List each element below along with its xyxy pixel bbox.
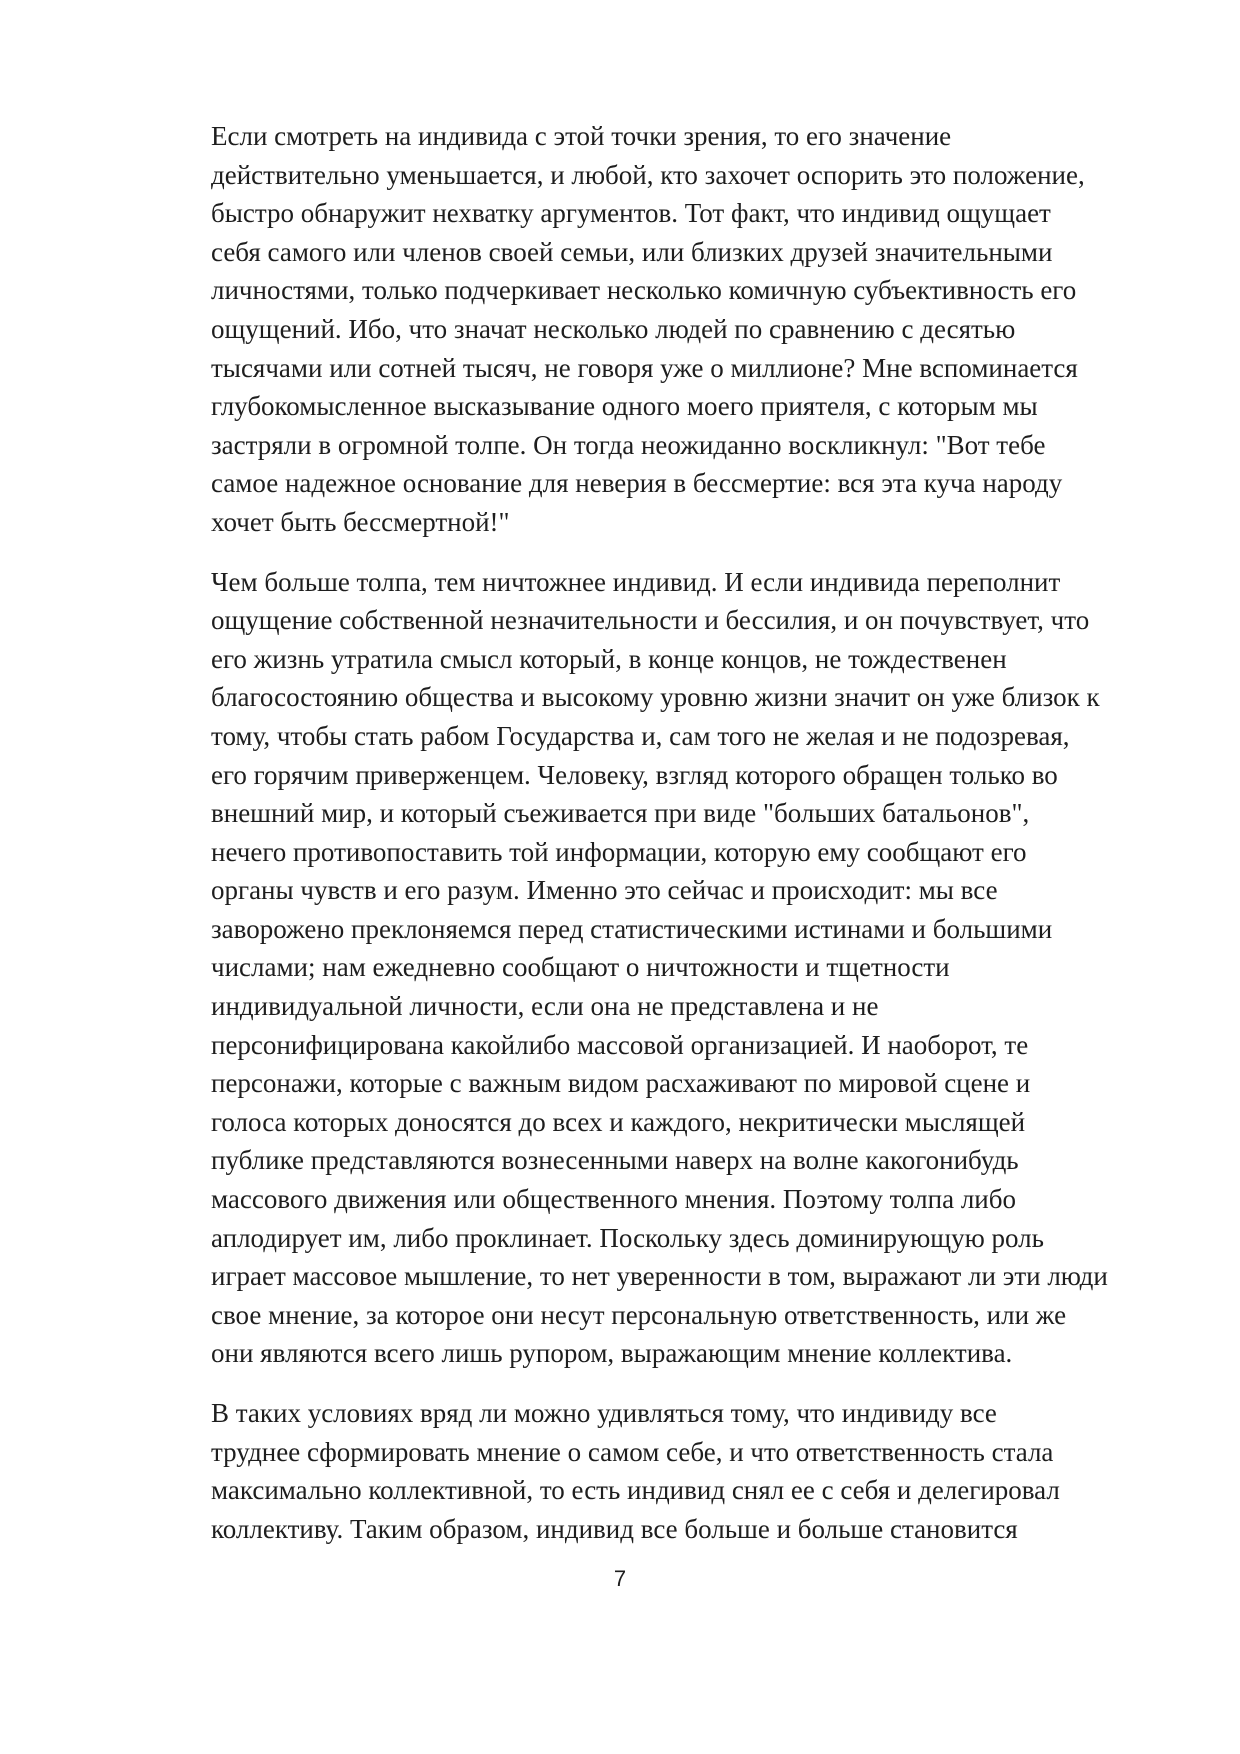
text-line: тысячами или сотней тысяч, не говоря уже о миллионе? Мне вспоминается — [211, 352, 1078, 383]
text-line: действительно уменьшается, и любой, кто захочет оспорить это положение, — [211, 159, 1085, 190]
text-line: персонажи, которые с важным видом расхаживают по мировой сцене и — [211, 1068, 1031, 1099]
paragraph — [178, 117, 1163, 542]
text-line: ощущений. Ибо, что значат несколько людей по сравнению с десятью — [211, 313, 1016, 344]
text-line: максимально коллективной, то есть индивид снял ее с себя и делегировал — [211, 1475, 1060, 1506]
text-line: персонифицирована какойлибо массовой организацией. И наоборот, те — [211, 1029, 1029, 1060]
text-line: В таких условиях вряд ли можно удивляться тому, что индивиду все — [211, 1398, 997, 1428]
text-line: играет массовое мышление, то нет уверенности в том, выражают ли эти люди — [211, 1261, 1108, 1292]
text-line: его горячим приверженцем. Человеку, взгляд которого обращен только во — [211, 759, 1058, 790]
text-line: Чем больше толпа, тем ничтожнее индивид. И если индивида переполнит — [211, 566, 1061, 597]
text-line: публике представляются вознесенными наверх на волне какогонибудь — [211, 1145, 1019, 1176]
text-line: глубокомысленное высказывание одного моего приятеля, с которым мы — [211, 391, 1038, 422]
text-line: коллективу. Таким образом, индивид все больше и больше становится — [211, 1513, 1018, 1544]
text-line: нечего противопоставить той информации, которую ему сообщают его — [211, 836, 1027, 867]
text-line: Если смотреть на индивида с этой точки зрения, то его значение — [211, 121, 952, 151]
text-line: они являются всего лишь рупором, выражающим мнение коллектива. — [211, 1338, 1013, 1369]
text-line: свое мнение, за которое они несут персональную ответственность, или же — [211, 1299, 1067, 1330]
text-line: ощущение собственной незначительности и бессилия, и он почувствует, что — [211, 605, 1090, 636]
body-text — [178, 117, 1163, 1569]
text-line: труднее сформировать мнение о самом себе, и что ответственность стала — [211, 1436, 1054, 1467]
text-line: числами; нам ежедневно сообщают о ничтожности и тщетности — [211, 952, 950, 983]
paragraph — [178, 1394, 1163, 1548]
text-line: заворожено преклоняемся перед статистическими истинами и большими — [211, 913, 1053, 944]
text-line: самое надежное основание для неверия в бессмертие: вся эта куча народу — [211, 468, 1063, 499]
text-line: органы чувств и его разум. Именно это сейчас и происходит: мы все — [211, 875, 998, 906]
text-line: внешний мир, и который съеживается при виде "больших батальонов", — [211, 798, 1030, 829]
text-line: тому, чтобы стать рабом Государства и, сам того не желая и не подозревая, — [211, 720, 1070, 751]
text-line: себя самого или членов своей семьи, или близких друзей значительными — [211, 236, 1053, 267]
text-line: быстро обнаружит нехватку аргументов. Тот факт, что индивид ощущает — [211, 198, 1051, 229]
text-line: аплодирует им, либо проклинает. Поскольку здесь доминирующую роль — [211, 1222, 1044, 1253]
page-number: 7 — [613, 1566, 627, 1591]
text-line: его жизнь утратила смысл который, в конце концов, не тождественен — [211, 643, 1007, 674]
text-line: благосостоянию общества и высокому уровню жизни значит он уже близок к — [211, 682, 1100, 713]
text-line: застряли в огромной толпе. Он тогда неожиданно воскликнул: "Вот тебе — [211, 429, 1046, 460]
text-line: индивидуальной личности, если она не представлена и не — [211, 991, 879, 1022]
text-line: голоса которых доносятся до всех и каждого, некритически мыслящей — [211, 1106, 1026, 1137]
text-line: хочет быть бессмертной!" — [211, 506, 510, 537]
text-line: массового движения или общественного мнения. Поэтому толпа либо — [211, 1184, 1016, 1215]
text-line: личностями, только подчеркивает несколько комичную субъективность его — [211, 275, 1077, 306]
paragraph — [178, 563, 1163, 1373]
